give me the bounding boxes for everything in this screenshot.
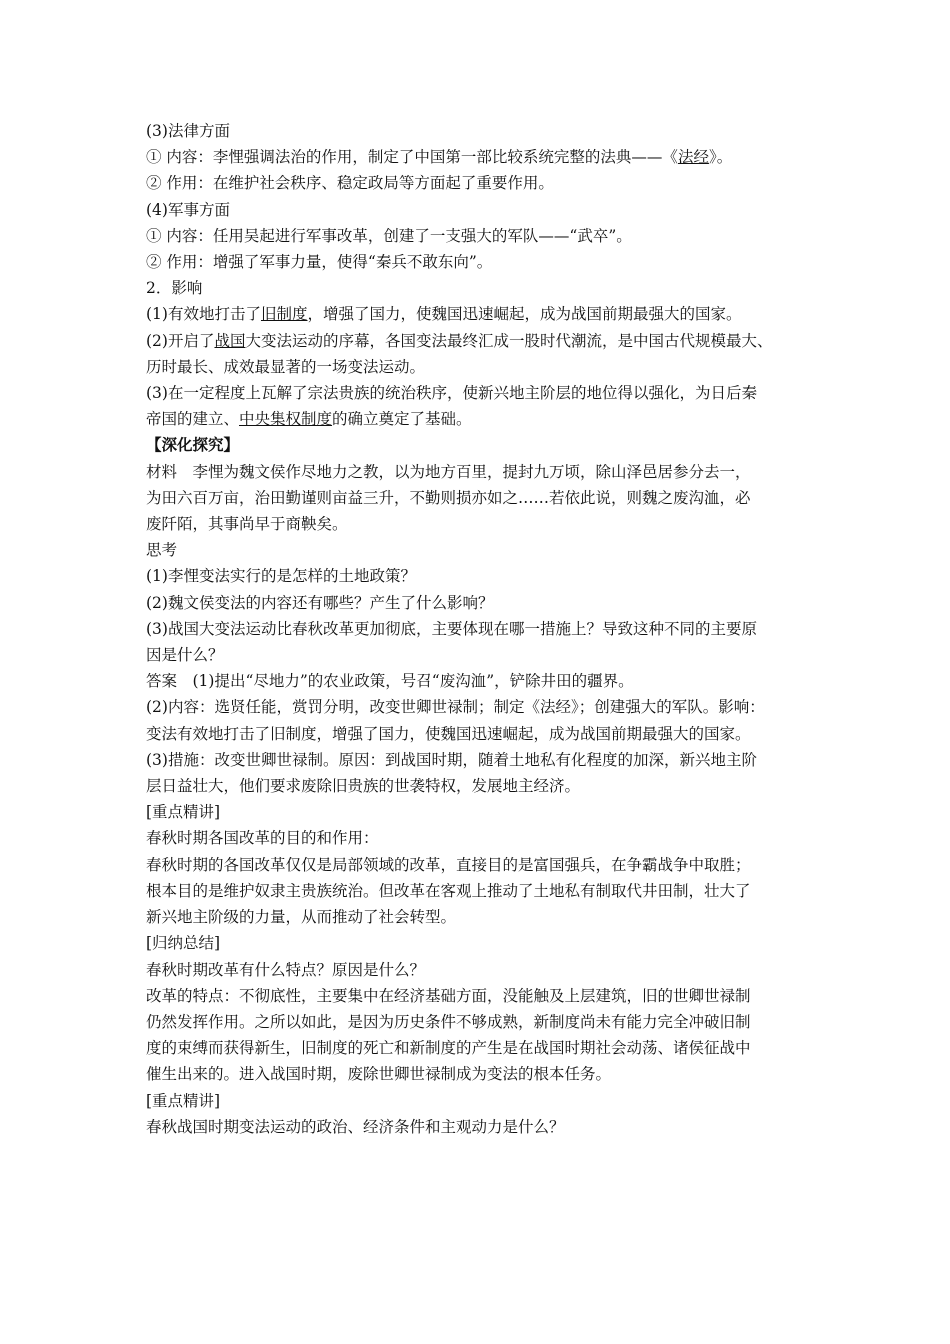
military-effect: ② 作用：增强了军事力量，使得“秦兵不敢东向”。 <box>146 253 493 272</box>
question-3-cont: 因是什么？ <box>146 646 224 665</box>
answer-1: 答案 (1)提出“尽地力”的农业政策，号召“废沟洫”，铲除井田的疆界。 <box>146 672 634 691</box>
think-label: 思考 <box>146 541 178 560</box>
material-line: 为田六百万亩，治田勤谨则亩益三升，不勤则损亦如之……若依此说，则魏之废沟洫，必 <box>146 488 751 507</box>
section-heading-law: (3)法律方面 <box>146 122 230 140</box>
section-heading-influence: 2．影响 <box>146 279 203 298</box>
answer-2-cont: 变法有效地打击了旧制度，增强了国力，使魏国迅速崛起，成为战国前期最强大的国家。 <box>146 724 751 743</box>
question-1: (1)李悝变法实行的是怎样的土地政策？ <box>146 567 416 586</box>
question-2: (2)魏文侯变法的内容还有哪些？产生了什么影响？ <box>146 593 494 612</box>
document-body <box>146 118 826 1140</box>
focus-paragraph-line: 春秋时期的各国改革仅仅是局部领域的改革，直接目的是富国强兵，在争霸战争中取胜； <box>146 855 751 874</box>
summary-paragraph-line: 改革的特点：不彻底性，主要集中在经济基础方面，没能触及上层建筑，旧的世卿世禄制 <box>146 986 751 1005</box>
influence-item-3-cont: 帝国的建立、中央集权制度的确立奠定了基础。 <box>146 410 472 429</box>
material-line: 材料 李悝为魏文侯作尽地力之教，以为地方百里，提封九万顷，除山泽邑居参分去一， <box>146 462 751 481</box>
influence-item-2: (2)开启了战国大变法运动的序幕，各国变法最终汇成一股时代潮流，是中国古代规模最大、 <box>146 331 773 350</box>
summary-paragraph-line: 度的束缚而获得新生，旧制度的死亡和新制度的产生是在战国时期社会动荡、诸侯征战中 <box>146 1039 751 1058</box>
section-heading-focus: [重点精讲] <box>146 803 221 822</box>
law-content: ① 内容：李悝强调法治的作用，制定了中国第一部比较系统完整的法典——《法经》。 <box>146 148 733 167</box>
question-3: (3)战国大变法运动比春秋改革更加彻底，主要体现在哪一措施上？导致这种不同的主要原 <box>146 619 757 638</box>
answer-3-cont: 层日益壮大，他们要求废除旧贵族的世袭特权，发展地主经济。 <box>146 777 581 796</box>
focus-2-question: 春秋战国时期变法运动的政治、经济条件和主观动力是什么？ <box>146 1117 565 1136</box>
influence-item-2-cont: 历时最长、成效最显著的一场变法运动。 <box>146 357 426 376</box>
section-heading-summary: [归纳总结] <box>146 934 221 953</box>
section-heading-focus-2: [重点精讲] <box>146 1091 221 1110</box>
influence-item-1: (1)有效地打击了旧制度，增强了国力，使魏国迅速崛起，成为战国前期最强大的国家。 <box>146 305 742 324</box>
section-heading-military: (4)军事方面 <box>146 200 230 219</box>
material-line: 废阡陌，其事尚早于商鞅矣。 <box>146 515 348 534</box>
military-content: ① 内容：任用吴起进行军事改革，创建了一支强大的军队——“武卒”。 <box>146 226 632 245</box>
focus-paragraph-line: 新兴地主阶级的力量，从而推动了社会转型。 <box>146 908 457 927</box>
section-heading-explore: 【深化探究】 <box>146 435 240 455</box>
law-effect: ② 作用：在维护社会秩序、稳定政局等方面起了重要作用。 <box>146 174 554 193</box>
summary-paragraph-line: 催生出来的。进入战国时期，废除世卿世禄制成为变法的根本任务。 <box>146 1065 612 1084</box>
answer-2: (2)内容：选贤任能，赏罚分明，改变世卿世禄制；制定《法经》；创建强大的军队。影响： <box>146 698 765 717</box>
summary-question: 春秋时期改革有什么特点？原因是什么？ <box>146 960 426 979</box>
law-link-fajing[interactable]: 法经 <box>677 148 709 167</box>
summary-paragraph-line: 仍然发挥作用。之所以如此，是因为历史条件不够成熟，新制度尚未有能力完全冲破旧制 <box>146 1012 751 1031</box>
answer-3: (3)措施：改变世卿世禄制。原因：到战国时期，随着土地私有化程度的加深，新兴地主阶 <box>146 750 757 769</box>
influence-link-warring-states[interactable]: 战国 <box>214 331 246 350</box>
influence-link-old-system[interactable]: 旧制度 <box>260 305 308 324</box>
influence-item-3: (3)在一定程度上瓦解了宗法贵族的统治秩序，使新兴地主阶层的地位得以强化，为日后秦 <box>146 384 757 403</box>
focus-title: 春秋时期各国改革的目的和作用： <box>146 829 379 848</box>
influence-link-centralization[interactable]: 中央集权制度 <box>239 410 333 429</box>
focus-paragraph-line: 根本目的是维护奴隶主贵族统治。但改革在客观上推动了土地私有制取代井田制，壮大了 <box>146 881 751 900</box>
